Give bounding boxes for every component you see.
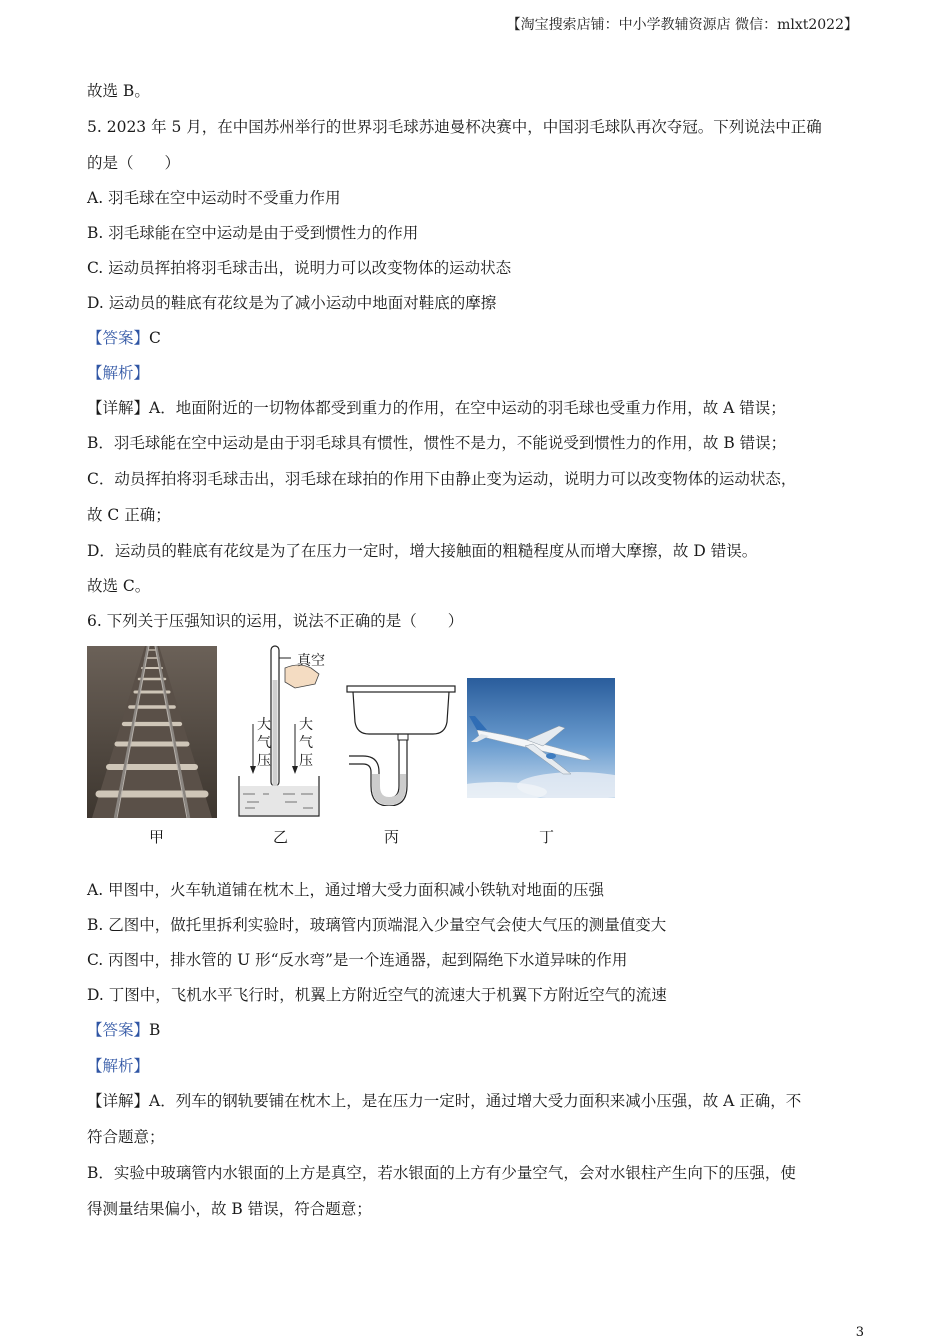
vacuum-label: 真空 (297, 653, 325, 669)
q5-option-a: A. 羽毛球在空中运动时不受重力作用 (87, 189, 341, 207)
q5-detail-d: D．运动员的鞋底有花纹是为了在压力一定时，增大接触面的粗糙程度从而增大摩擦，故 D 错误。 (87, 542, 758, 560)
q5-detail-b: B．羽毛球能在空中运动是由于羽毛球具有惯性，惯性不是力，不能说受到惯性力的作用，故 B 错误； (87, 434, 787, 452)
answer-value: B (149, 1021, 161, 1039)
answer-value: C (149, 329, 161, 347)
q6-option-b: B. 乙图中，做托里拆利实验时，玻璃管内顶端混入少量空气会使大气压的测量值变大 (87, 916, 667, 934)
prev-conclusion: 故选 B。 (87, 82, 150, 100)
q5-detail-c2: 故 C 正确； (87, 506, 171, 524)
q5-analysis-tag: 【解析】 (87, 364, 150, 382)
atm-right-label: 大 气 压 (299, 717, 313, 769)
q6-detail-a1 (87, 1091, 801, 1111)
q5-stem-line1: 5. 2023 年 5 月，在中国苏州举行的世界羽毛球苏迪曼杯决赛中，中国羽毛球队再次夺冠。下列说法中正确 (87, 118, 822, 136)
q6-figures (87, 640, 647, 860)
q5-detail-c1: C．动员挥拍将羽毛球击出，羽毛球在球拍的作用下由静止变为运动，说明力可以改变物体的运动状态， (87, 470, 797, 488)
airplane-photo (467, 678, 615, 798)
answer-tag: 【答案】 (87, 1021, 150, 1039)
q6-stem: 6. 下列关于压强知识的运用，说法不正确的是（ ） (87, 612, 464, 630)
page-header: 【淘宝搜索店铺：中小学教辅资源店 微信：mlxt2022】 (506, 17, 858, 33)
q5-option-d: D. 运动员的鞋底有花纹是为了减小运动中地面对鞋底的摩擦 (87, 294, 497, 312)
page-number: 3 (855, 1325, 864, 1340)
q5-option-c: C. 运动员挥拍将羽毛球击出，说明力可以改变物体的运动状态 (87, 259, 512, 277)
atm-left-label: 大 气 压 (257, 717, 271, 769)
caption-ding: 丁 (539, 828, 555, 846)
caption-jia: 甲 (149, 828, 165, 846)
answer-tag: 【答案】 (87, 329, 150, 347)
caption-yi: 乙 (273, 828, 289, 846)
railway-track-photo (87, 646, 217, 818)
q6-analysis-tag: 【解析】 (87, 1057, 150, 1075)
q6-option-a: A. 甲图中，火车轨道铺在枕木上，通过增大受力面积减小铁轨对地面的压强 (87, 881, 605, 899)
q5-conclusion: 故选 C。 (87, 577, 151, 595)
detail-text: A．列车的钢轨要铺在枕木上，是在压力一定时，通过增大受力面积来减小压强，故 A 正确，不 (149, 1092, 802, 1110)
q5-answer (87, 328, 161, 348)
q6-option-d: D. 丁图中，飞机水平飞行时，机翼上方附近空气的流速大于机翼下方附近空气的流速 (87, 986, 667, 1004)
detail-tag: 【详解】 (87, 399, 150, 417)
q5-stem-line2: 的是（ ） (87, 154, 181, 172)
q6-detail-b1: B．实验中玻璃管内水银面的上方是真空，若水银面的上方有少量空气，会对水银柱产生向下的压强，使 (87, 1164, 796, 1182)
caption-bing: 丙 (384, 828, 400, 846)
q6-detail-b2: 得测量结果偏小，故 B 错误，符合题意； (87, 1200, 372, 1218)
q6-option-c: C. 丙图中，排水管的 U 形“反水弯”是一个连通器，起到隔绝下水道异味的作用 (87, 951, 628, 969)
q5-detail-a (87, 398, 786, 418)
sink-u-trap-diagram (345, 682, 459, 806)
q6-answer (87, 1020, 160, 1040)
detail-tag: 【详解】 (87, 1092, 150, 1110)
q6-detail-a2: 符合题意； (87, 1128, 165, 1146)
detail-text: A．地面附近的一切物体都受到重力的作用，在空中运动的羽毛球也受重力作用，故 A 错误； (149, 399, 786, 417)
q5-option-b: B. 羽毛球能在空中运动是由于受到惯性力的作用 (87, 224, 419, 242)
